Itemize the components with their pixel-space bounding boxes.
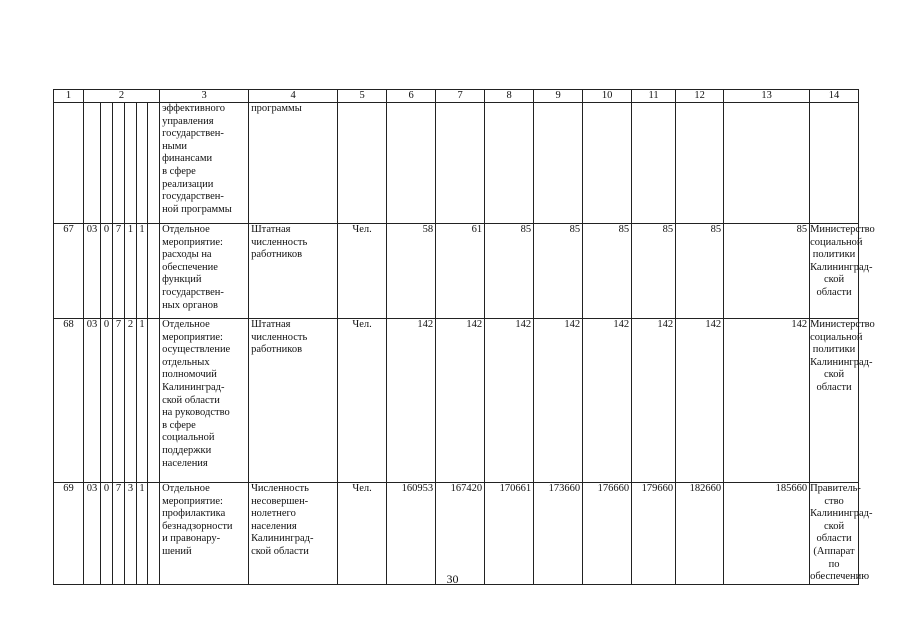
header-cell: 2 <box>84 90 160 103</box>
measure-name: эффективного управления государствен- ными финансами в сфере реализации государствен- ной программы <box>160 103 249 224</box>
code-cell <box>113 103 125 224</box>
table-row <box>54 224 859 319</box>
value-cell <box>534 103 583 224</box>
code-cell: 7 <box>113 483 125 585</box>
value-cell: 179660 <box>632 483 676 585</box>
code-cell: 7 <box>113 224 125 319</box>
responsible-cell: Министерство социальной политики Калининград- ской области <box>810 319 859 483</box>
value-cell <box>583 103 632 224</box>
code-cell <box>148 319 160 483</box>
header-row <box>54 90 859 103</box>
value-cell: 142 <box>436 319 485 483</box>
value-cell: 85 <box>676 224 724 319</box>
value-cell: 170661 <box>485 483 534 585</box>
value-cell: 142 <box>534 319 583 483</box>
header-cell: 1 <box>54 90 84 103</box>
responsible-cell: Правитель- ство Калининград- ской области (Аппарат по обеспечению <box>810 483 859 585</box>
value-cell: 142 <box>485 319 534 483</box>
code-cell: 7 <box>113 319 125 483</box>
header-cell: 14 <box>810 90 859 103</box>
table-row <box>54 319 859 483</box>
page-number: 30 <box>446 572 459 586</box>
header-cell: 9 <box>534 90 583 103</box>
header-cell: 3 <box>160 90 249 103</box>
indicator-name: программы <box>249 103 338 224</box>
header-cell: 8 <box>485 90 534 103</box>
code-cell: 1 <box>137 319 148 483</box>
code-cell: 3 <box>125 483 137 585</box>
value-cell <box>485 103 534 224</box>
header-cell: 4 <box>249 90 338 103</box>
row-number: 69 <box>54 483 84 585</box>
measure-name: Отдельное мероприятие: профилактика безнадзорности и правонару- шений <box>160 483 249 585</box>
measure-name: Отдельное мероприятие: расходы на обеспечение функций государствен- ных органов <box>160 224 249 319</box>
value-cell: 142 <box>632 319 676 483</box>
value-cell <box>387 103 436 224</box>
header-cell: 7 <box>436 90 485 103</box>
header-cell: 11 <box>632 90 676 103</box>
value-cell: 85 <box>485 224 534 319</box>
header-cell: 5 <box>338 90 387 103</box>
value-cell: 85 <box>534 224 583 319</box>
code-cell <box>125 103 137 224</box>
value-cell: 173660 <box>534 483 583 585</box>
unit-cell: Чел. <box>338 483 387 585</box>
unit-cell <box>338 103 387 224</box>
value-cell: 142 <box>387 319 436 483</box>
indicator-name: Численность несовершен- нолетнего населения Калининград- ской области <box>249 483 338 585</box>
code-cell <box>137 103 148 224</box>
value-cell: 85 <box>724 224 810 319</box>
value-cell: 142 <box>676 319 724 483</box>
indicator-name: Штатная численность работников <box>249 319 338 483</box>
value-cell <box>436 103 485 224</box>
responsible-cell <box>810 103 859 224</box>
value-cell <box>676 103 724 224</box>
value-cell: 182660 <box>676 483 724 585</box>
code-cell: 03 <box>84 224 101 319</box>
code-cell: 0 <box>101 483 113 585</box>
code-cell <box>148 483 160 585</box>
code-cell: 0 <box>101 224 113 319</box>
value-cell: 142 <box>724 319 810 483</box>
value-cell: 58 <box>387 224 436 319</box>
code-cell: 03 <box>84 319 101 483</box>
unit-cell: Чел. <box>338 224 387 319</box>
header-cell: 6 <box>387 90 436 103</box>
value-cell: 167420 <box>436 483 485 585</box>
code-cell: 1 <box>137 224 148 319</box>
code-cell <box>101 103 113 224</box>
code-cell <box>148 103 160 224</box>
code-cell: 03 <box>84 483 101 585</box>
header-cell: 10 <box>583 90 632 103</box>
header-cell: 13 <box>724 90 810 103</box>
code-cell <box>148 224 160 319</box>
table-row <box>54 483 859 585</box>
header-cell: 12 <box>676 90 724 103</box>
value-cell: 142 <box>583 319 632 483</box>
value-cell: 85 <box>583 224 632 319</box>
indicator-name: Штатная численность работников <box>249 224 338 319</box>
measure-name: Отдельное мероприятие: осуществление отдельных полномочий Калининград- ской области на руководство в сфере социальной поддержки населения <box>160 319 249 483</box>
program-table <box>53 89 875 585</box>
code-cell: 0 <box>101 319 113 483</box>
row-number <box>54 103 84 224</box>
unit-cell: Чел. <box>338 319 387 483</box>
code-cell <box>84 103 101 224</box>
value-cell: 85 <box>632 224 676 319</box>
code-cell: 2 <box>125 319 137 483</box>
value-cell <box>632 103 676 224</box>
code-cell: 1 <box>137 483 148 585</box>
value-cell: 176660 <box>583 483 632 585</box>
responsible-cell: Министерство социальной политики Калининград- ской области <box>810 224 859 319</box>
value-cell <box>724 103 810 224</box>
row-number: 68 <box>54 319 84 483</box>
code-cell: 1 <box>125 224 137 319</box>
value-cell: 160953 <box>387 483 436 585</box>
table-row <box>54 103 859 224</box>
row-number: 67 <box>54 224 84 319</box>
value-cell: 61 <box>436 224 485 319</box>
value-cell: 185660 <box>724 483 810 585</box>
